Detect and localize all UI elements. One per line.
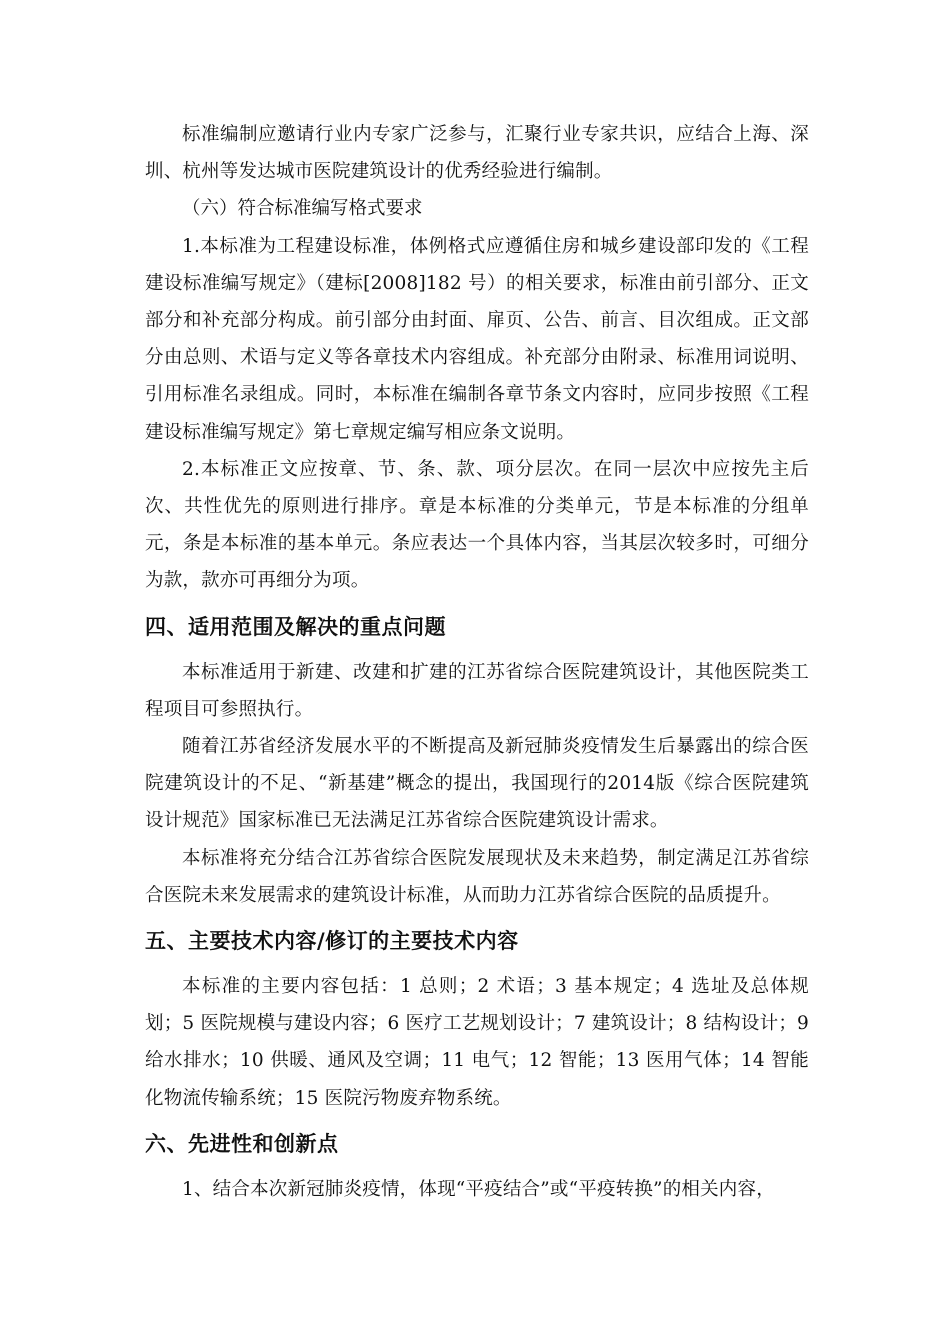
section-heading-scope: 四、适用范围及解决的重点问题 [145, 614, 446, 639]
paragraph-scope: 本标准适用于新建、改建和扩建的江苏省综合医院建筑设计，其他医院类工程项目可参照执行。 [145, 661, 809, 720]
paragraph-innovation-1: 1、结合本次新冠肺炎疫情，体现“平疫结合”或“平疫转换”的相关内容， [182, 1178, 775, 1200]
document-body [145, 116, 809, 1208]
section-heading-innovation: 六、先进性和创新点 [145, 1131, 339, 1156]
paragraph-technical-content: 本标准的主要内容包括：1 总则；2 术语；3 基本规定；4 选址及总体规划；5 医院规模与建设内容；6 医疗工艺规划设计；7 建筑设计；8 结构设计；9 给水排水；10 供暖、通风及空调；11 电气；12 智能；13 医用气体；14 智能化物流传输系统；15 医院污物废弃物系统。 [145, 976, 809, 1109]
paragraph-background: 随着江苏省经济发展水平的不断提高及新冠肺炎疫情发生后暴露出的综合医院建筑设计的不足、“新基建”概念的提出，我国现行的2014版《综合医院建筑设计规范》国家标准已无法满足江苏省综合医院建筑设计需求。 [145, 736, 809, 832]
paragraph-format-rules: 1.本标准为工程建设标准，体例格式应遵循住房和城乡建设部印发的《工程建设标准编写规定》（建标[2008]182 号）的相关要求，标准由前引部分、正文部分和补充部分构成。前引部分由封面、扉页、公告、前言、目次组成。正文部分由总则、术语与定义等各章技术内容组成。补充部分由附录、标准用词说明、引用标准名录组成。同时，本标准在编制各章节条文内容时，应同步按照《工程建设标准编写规定》第七章规定编写相应条文说明。 [145, 235, 809, 443]
paragraph-goal: 本标准将充分结合江苏省综合医院发展现状及未来趋势，制定满足江苏省综合医院未来发展需求的建筑设计标准，从而助力江苏省综合医院的品质提升。 [145, 847, 809, 906]
section-heading-technical-content: 五、主要技术内容/修订的主要技术内容 [145, 929, 519, 954]
paragraph-hierarchy-rules: 2.本标准正文应按章、节、条、款、项分层次。在同一层次中应按先主后次、共性优先的原则进行排序。章是本标准的分类单元，节是本标准的分组单元，条是本标准的基本单元。条应表达一个具体内容，当其层次较多时，可细分为款，款亦可再细分为项。 [145, 458, 809, 592]
paragraph-expert-participation: 标准编制应邀请行业内专家广泛参与，汇聚行业专家共识，应结合上海、深圳、杭州等发达城市医院建筑设计的优秀经验进行编制。 [145, 124, 809, 183]
subheading-format-requirements: （六）符合标准编写格式要求 [182, 198, 423, 220]
